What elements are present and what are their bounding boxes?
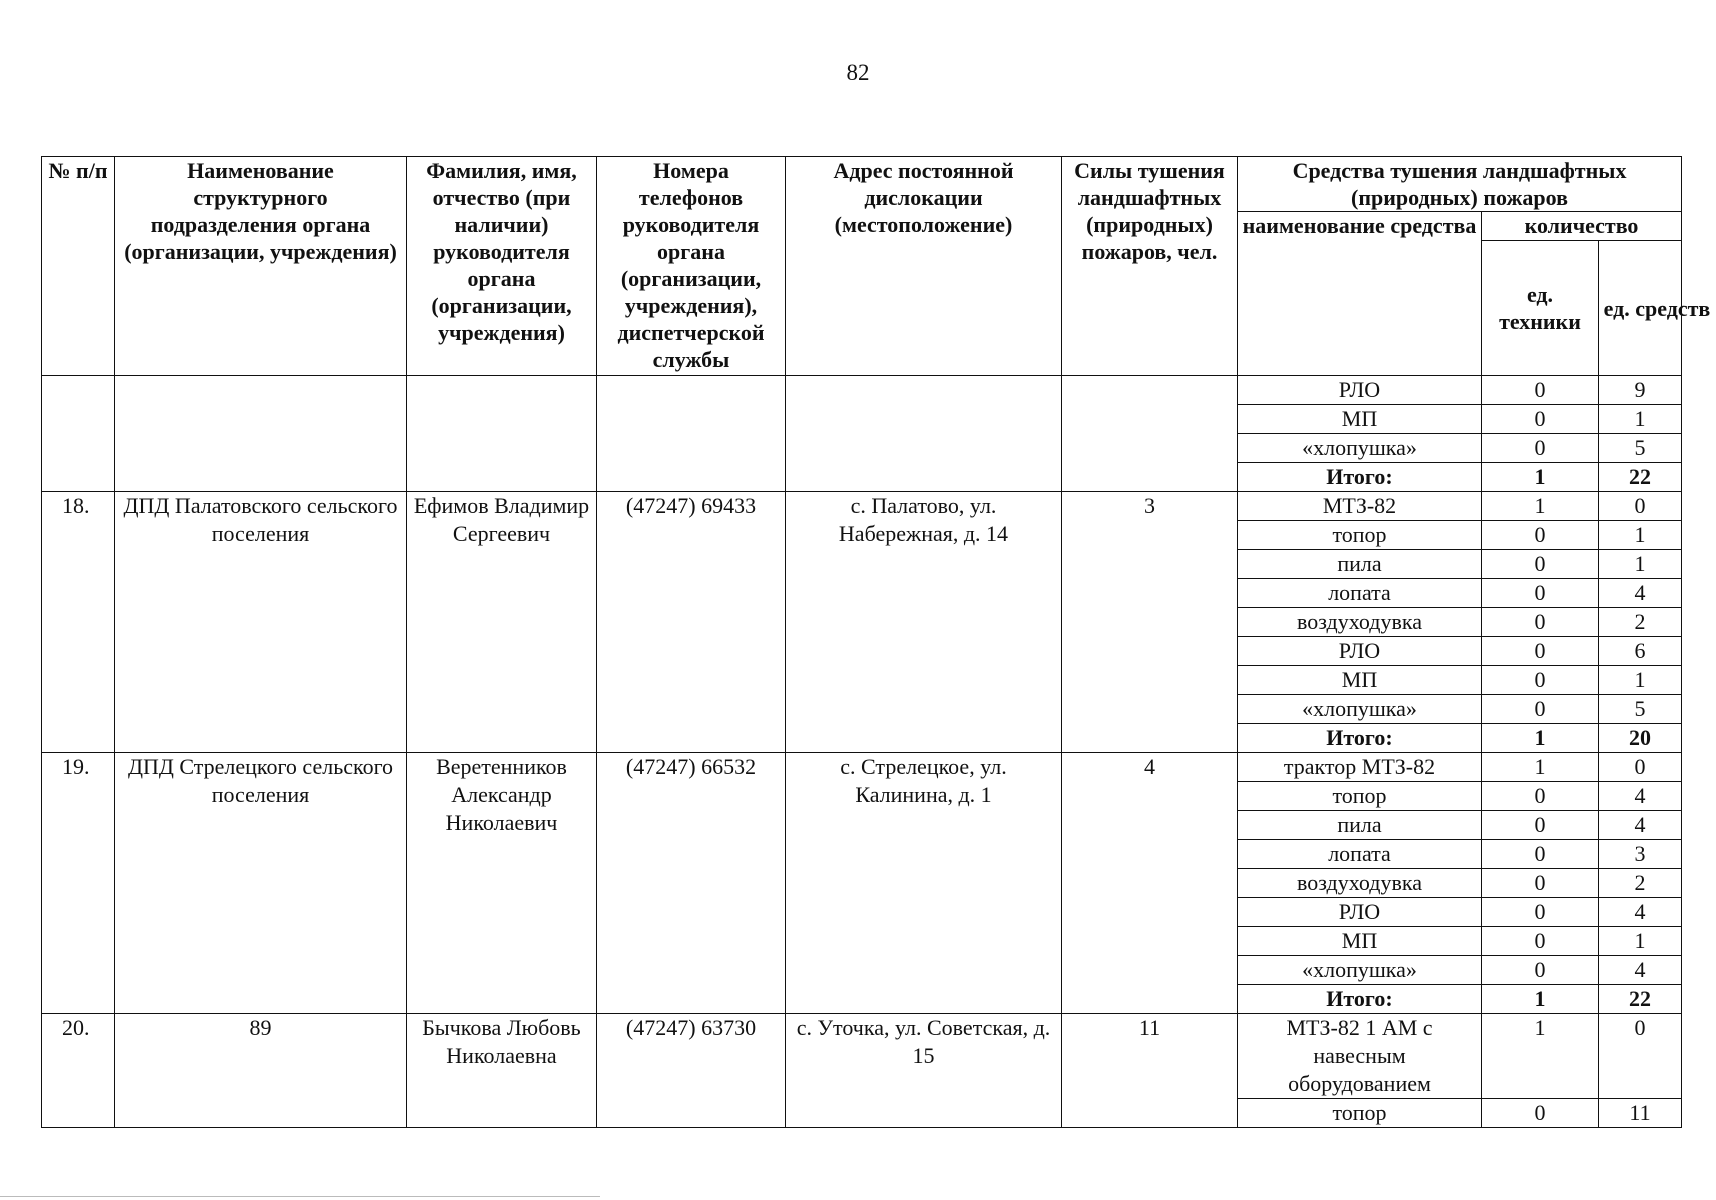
- entry-head: Бычкова Любовь Николаевна: [407, 1014, 597, 1128]
- means-name-cell: лопата: [1238, 840, 1482, 869]
- means-count-cell: 4: [1599, 782, 1682, 811]
- means-name-cell: пила: [1238, 811, 1482, 840]
- continuation-row: [42, 376, 1682, 405]
- tech-count-cell: 0: [1482, 434, 1599, 463]
- entry-num: 20.: [42, 1014, 115, 1128]
- means-name-cell: МП: [1238, 405, 1482, 434]
- means-count-cell: 3: [1599, 840, 1682, 869]
- tech-count-cell: 0: [1482, 579, 1599, 608]
- entry-unit: ДПД Стрелецкого сельского поселения: [115, 753, 407, 1014]
- means-name-cell: Итого:: [1238, 463, 1482, 492]
- means-name-cell: МТЗ-82: [1238, 492, 1482, 521]
- entry-head: Ефимов Владимир Сергеевич: [407, 492, 597, 753]
- means-count-cell: 20: [1599, 724, 1682, 753]
- entry-forces: 11: [1062, 1014, 1238, 1128]
- entry-num: 19.: [42, 753, 115, 1014]
- means-name-cell: топор: [1238, 782, 1482, 811]
- header-quantity: количество: [1482, 212, 1682, 241]
- entry-phone: (47247) 66532: [597, 753, 786, 1014]
- means-count-cell: 4: [1599, 956, 1682, 985]
- means-name-cell: «хлопушка»: [1238, 956, 1482, 985]
- tech-count-cell: 0: [1482, 521, 1599, 550]
- tech-count-cell: 0: [1482, 782, 1599, 811]
- means-count-cell: 4: [1599, 579, 1682, 608]
- tech-count-cell: 0: [1482, 869, 1599, 898]
- means-name-cell: Итого:: [1238, 724, 1482, 753]
- tech-count-cell: 0: [1482, 608, 1599, 637]
- means-name-cell: Итого:: [1238, 985, 1482, 1014]
- means-count-cell: 1: [1599, 521, 1682, 550]
- entry-unit: ДПД Палатовского сельского поселения: [115, 492, 407, 753]
- means-name-cell: МП: [1238, 927, 1482, 956]
- means-name-cell: воздуходувка: [1238, 608, 1482, 637]
- table-body: [42, 376, 1682, 1128]
- means-name-cell: «хлопушка»: [1238, 434, 1482, 463]
- header-means-name: наименование средства: [1238, 212, 1482, 376]
- means-count-cell: 1: [1599, 927, 1682, 956]
- means-name-cell: «хлопушка»: [1238, 695, 1482, 724]
- table-row: [42, 1014, 1682, 1099]
- means-count-cell: 1: [1599, 550, 1682, 579]
- header-head-name: Фамилия, имя, отчество (при наличии) руководителя органа (организации, учреждения): [407, 157, 597, 376]
- table-row: [42, 492, 1682, 521]
- means-count-cell: 0: [1599, 1014, 1682, 1099]
- tech-count-cell: 0: [1482, 811, 1599, 840]
- tech-count-cell: 0: [1482, 666, 1599, 695]
- tech-count-cell: 1: [1482, 724, 1599, 753]
- means-name-cell: МТЗ-82 1 АМ с навесным оборудованием: [1238, 1014, 1482, 1099]
- means-count-cell: 2: [1599, 869, 1682, 898]
- page-number: 82: [846, 60, 870, 85]
- entry-forces: 3: [1062, 492, 1238, 753]
- entry-phone: (47247) 69433: [597, 492, 786, 753]
- header-num: № п/п: [42, 157, 115, 376]
- entry-unit: 89: [115, 1014, 407, 1128]
- means-name-cell: воздуходувка: [1238, 869, 1482, 898]
- empty-unit-cell: [115, 376, 407, 492]
- tech-count-cell: 1: [1482, 492, 1599, 521]
- entry-phone: (47247) 63730: [597, 1014, 786, 1128]
- tech-count-cell: 0: [1482, 956, 1599, 985]
- entry-address: с. Стрелецкое, ул. Калинина, д. 1: [786, 753, 1062, 1014]
- means-count-cell: 6: [1599, 637, 1682, 666]
- tech-count-cell: 0: [1482, 898, 1599, 927]
- means-count-cell: 9: [1599, 376, 1682, 405]
- means-count-cell: 0: [1599, 753, 1682, 782]
- fire-resources-table: [41, 156, 1711, 1128]
- means-count-cell: 22: [1599, 985, 1682, 1014]
- means-count-cell: 5: [1599, 695, 1682, 724]
- means-count-cell: 2: [1599, 608, 1682, 637]
- tech-count-cell: 0: [1482, 405, 1599, 434]
- means-name-cell: РЛО: [1238, 637, 1482, 666]
- entry-forces: 4: [1062, 753, 1238, 1014]
- header-address: Адрес постоянной дислокации (местоположение): [786, 157, 1062, 376]
- tech-count-cell: 0: [1482, 927, 1599, 956]
- means-name-cell: топор: [1238, 1099, 1482, 1128]
- means-name-cell: РЛО: [1238, 376, 1482, 405]
- empty-address-cell: [786, 376, 1062, 492]
- means-count-cell: 0: [1599, 492, 1682, 521]
- means-count-cell: 22: [1599, 463, 1682, 492]
- tech-count-cell: 0: [1482, 376, 1599, 405]
- means-name-cell: МП: [1238, 666, 1482, 695]
- tech-count-cell: 1: [1482, 1014, 1599, 1099]
- means-name-cell: топор: [1238, 521, 1482, 550]
- table-header: [42, 157, 1711, 376]
- means-count-cell: 4: [1599, 811, 1682, 840]
- tech-count-cell: 0: [1482, 695, 1599, 724]
- means-name-cell: лопата: [1238, 579, 1482, 608]
- tech-count-cell: 0: [1482, 840, 1599, 869]
- entry-head: Веретенников Александр Николаевич: [407, 753, 597, 1014]
- tech-count-cell: 0: [1482, 637, 1599, 666]
- empty-phone-cell: [597, 376, 786, 492]
- entry-address: с. Палатово, ул. Набережная, д. 14: [786, 492, 1062, 753]
- tech-count-cell: 0: [1482, 550, 1599, 579]
- empty-forces-cell: [1062, 376, 1238, 492]
- tech-count-cell: 1: [1482, 463, 1599, 492]
- tech-count-cell: 1: [1482, 985, 1599, 1014]
- means-count-cell: 4: [1599, 898, 1682, 927]
- means-count-cell: 11: [1599, 1099, 1682, 1128]
- header-forces: Силы тушения ландшафтных (природных) пожаров, чел.: [1062, 157, 1238, 376]
- means-count-cell: 5: [1599, 434, 1682, 463]
- tech-count-cell: 0: [1482, 1099, 1599, 1128]
- scan-edge-line: [0, 1196, 600, 1197]
- entry-num: 18.: [42, 492, 115, 753]
- empty-num-cell: [42, 376, 115, 492]
- means-name-cell: трактор МТЗ-82: [1238, 753, 1482, 782]
- header-means-group: Средства тушения ландшафтных (природных) пожаров: [1238, 157, 1682, 212]
- entry-address: с. Уточка, ул. Советская, д. 15: [786, 1014, 1062, 1128]
- header-phones: Номера телефонов руководителя органа (организации, учреждения), диспетчерской службы: [597, 157, 786, 376]
- header-units-means: ед. средств: [1599, 241, 1682, 376]
- means-count-cell: 1: [1599, 666, 1682, 695]
- empty-head-cell: [407, 376, 597, 492]
- tech-count-cell: 1: [1482, 753, 1599, 782]
- means-name-cell: пила: [1238, 550, 1482, 579]
- header-unit-name: Наименование структурного подразделения органа (организации, учреждения): [115, 157, 407, 376]
- header-units-tech: ед. техники: [1482, 241, 1599, 376]
- means-name-cell: РЛО: [1238, 898, 1482, 927]
- table-row: [42, 753, 1682, 782]
- means-count-cell: 1: [1599, 405, 1682, 434]
